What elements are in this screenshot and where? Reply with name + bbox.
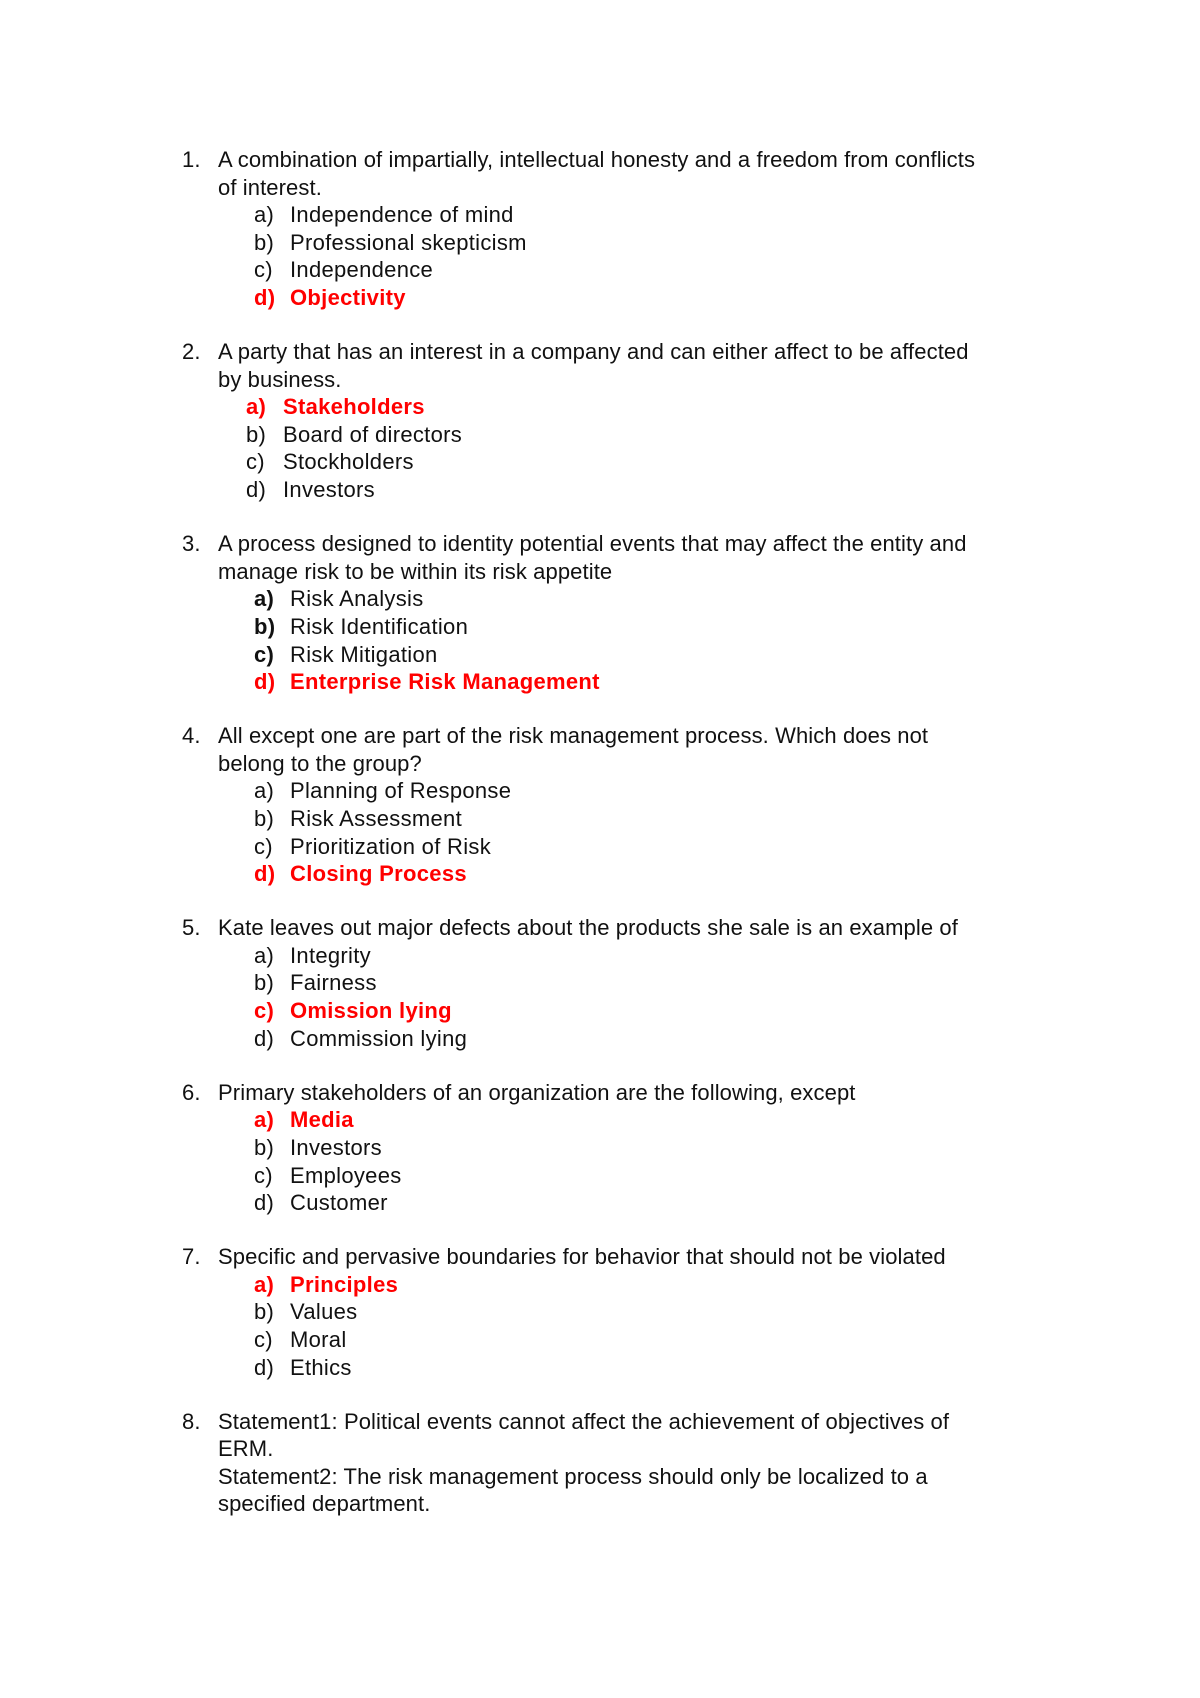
choice-letter: b)	[254, 970, 275, 996]
choice-c	[246, 448, 1200, 476]
choice-letter: c)	[246, 449, 265, 475]
question-number: 2.	[182, 339, 201, 365]
question-text-line: by business.	[218, 366, 342, 392]
choice-label: Investors	[283, 477, 375, 503]
choice-letter: a)	[254, 942, 275, 968]
question-text	[218, 1408, 1068, 1518]
choice-label: Ethics	[290, 1354, 352, 1380]
question-number: 5.	[182, 915, 201, 941]
choice-letter: b)	[254, 1134, 275, 1160]
choice-label: Enterprise Risk Management	[290, 669, 600, 695]
question-number: 6.	[182, 1079, 201, 1105]
choice-letter: d)	[254, 861, 276, 887]
question-text	[218, 1243, 1068, 1271]
question-text	[218, 146, 1068, 201]
choice-d-correct-answer	[254, 284, 1200, 312]
choice-list	[0, 1271, 1200, 1381]
choice-label: Moral	[290, 1326, 347, 1352]
choice-c	[254, 256, 1200, 284]
choice-label: Integrity	[290, 942, 371, 968]
choice-letter: b)	[254, 1299, 275, 1325]
choice-letter: c)	[254, 641, 275, 667]
choice-label: Independence of mind	[290, 202, 514, 228]
question-text-line: Primary stakeholders of an organization are the following, except	[218, 1079, 856, 1105]
question-8	[0, 1408, 1200, 1518]
choice-label: Values	[290, 1299, 358, 1325]
question-text	[218, 530, 1068, 585]
choice-label: Risk Mitigation	[290, 641, 438, 667]
question-text	[218, 338, 1068, 393]
choice-letter: c)	[254, 1326, 273, 1352]
choice-letter: c)	[254, 1162, 273, 1188]
question-text-line: A process designed to identity potential events that may affect the entity and	[218, 531, 967, 557]
question-text-line: belong to the group?	[218, 750, 422, 776]
question-text-line: A combination of impartially, intellectual honesty and a freedom from conflicts	[218, 147, 976, 172]
choice-label: Risk Identification	[290, 613, 469, 639]
choice-c-correct-answer	[254, 997, 1200, 1025]
choice-letter: a)	[254, 202, 275, 228]
choice-letter: d)	[246, 477, 267, 503]
choice-label: Omission lying	[290, 998, 452, 1024]
question-text-line: manage risk to be within its risk appetite	[218, 558, 613, 584]
choice-label: Stockholders	[283, 449, 414, 475]
choice-letter: b)	[254, 229, 275, 255]
choice-c	[254, 1162, 1200, 1190]
choice-d	[254, 1354, 1200, 1382]
choice-list	[0, 1106, 1200, 1216]
question-4	[0, 722, 1200, 888]
choice-d	[254, 1025, 1200, 1053]
question-text-line: All except one are part of the risk management process. Which does not	[218, 723, 929, 749]
question-text-line: Kate leaves out major defects about the products she sale is an example of	[218, 915, 958, 941]
question-list	[0, 146, 1200, 1545]
choice-a-correct-answer	[254, 1106, 1200, 1134]
question-text	[218, 722, 1068, 777]
choice-a	[254, 201, 1200, 229]
question-text-line: Statement1: Political events cannot affect the achievement of objectives of	[218, 1408, 950, 1434]
choice-label: Closing Process	[290, 861, 467, 887]
question-number: 7.	[182, 1244, 201, 1270]
question-number: 1.	[182, 147, 201, 172]
choice-b	[246, 421, 1200, 449]
choice-b	[254, 229, 1200, 257]
choice-list	[0, 777, 1200, 887]
question-number: 8.	[182, 1408, 201, 1434]
choice-a-correct-answer	[246, 393, 1200, 421]
choice-label: Risk Analysis	[290, 586, 424, 612]
choice-letter: d)	[254, 1025, 275, 1051]
choice-label: Investors	[290, 1134, 382, 1160]
choice-label: Media	[290, 1107, 354, 1133]
choice-letter: b)	[254, 805, 275, 831]
choice-letter: b)	[254, 613, 276, 639]
question-text-line: Specific and pervasive boundaries for behavior that should not be violated	[218, 1244, 946, 1270]
choice-d	[246, 476, 1200, 504]
choice-letter: c)	[254, 257, 273, 283]
choice-label: Professional skepticism	[290, 229, 527, 255]
choice-b	[254, 1134, 1200, 1162]
choice-b	[254, 969, 1200, 997]
question-5	[0, 914, 1200, 1052]
choice-letter: a)	[254, 778, 275, 804]
question-text-line: specified department.	[218, 1491, 431, 1517]
question-7	[0, 1243, 1200, 1381]
choice-b	[254, 1298, 1200, 1326]
choice-a	[254, 942, 1200, 970]
choice-letter: a)	[254, 586, 275, 612]
choice-d-correct-answer	[254, 860, 1200, 888]
choice-label: Independence	[290, 257, 434, 283]
question-text	[218, 914, 1068, 942]
choice-c	[254, 1326, 1200, 1354]
choice-letter: c)	[254, 833, 273, 859]
choice-label: Commission lying	[290, 1025, 468, 1051]
choice-letter: d)	[254, 1354, 275, 1380]
question-1	[0, 146, 1200, 312]
question-6	[0, 1079, 1200, 1217]
choice-letter: a)	[254, 1107, 275, 1133]
choice-a-correct-answer	[254, 1271, 1200, 1299]
choice-list	[0, 585, 1200, 695]
question-number: 4.	[182, 723, 201, 749]
choice-label: Objectivity	[290, 284, 406, 310]
choice-label: Fairness	[290, 970, 377, 996]
choice-letter: d)	[254, 1190, 275, 1216]
choice-a	[254, 777, 1200, 805]
choice-d-correct-answer	[254, 668, 1200, 696]
question-text-line: of interest.	[218, 174, 322, 200]
choice-letter: b)	[246, 421, 267, 447]
choice-letter: c)	[254, 998, 275, 1024]
choice-c	[254, 641, 1200, 669]
choice-label: Customer	[290, 1190, 388, 1216]
choice-letter: d)	[254, 669, 276, 695]
choice-label: Stakeholders	[283, 394, 425, 420]
choice-label: Board of directors	[283, 421, 463, 447]
choice-a	[254, 585, 1200, 613]
choice-list	[0, 393, 1200, 503]
choice-label: Employees	[290, 1162, 402, 1188]
question-text	[218, 1079, 1068, 1107]
choice-d	[254, 1189, 1200, 1217]
choice-list	[0, 942, 1200, 1052]
question-text-line: Statement2: The risk management process should only be localized to a	[218, 1463, 928, 1489]
choice-label: Risk Assessment	[290, 805, 462, 831]
choice-letter: d)	[254, 284, 276, 310]
choice-b	[254, 613, 1200, 641]
question-text-line: A party that has an interest in a company and can either affect to be affected	[218, 339, 969, 365]
choice-label: Prioritization of Risk	[290, 833, 491, 859]
choice-letter: a)	[254, 1271, 275, 1297]
choice-label: Planning of Response	[290, 778, 512, 804]
question-2	[0, 338, 1200, 504]
question-text-line: ERM.	[218, 1436, 274, 1462]
choice-list	[0, 201, 1200, 311]
question-3	[0, 530, 1200, 696]
question-number: 3.	[182, 531, 201, 557]
choice-b	[254, 805, 1200, 833]
choice-c	[254, 833, 1200, 861]
choice-label: Principles	[290, 1271, 399, 1297]
choice-letter: a)	[246, 394, 267, 420]
